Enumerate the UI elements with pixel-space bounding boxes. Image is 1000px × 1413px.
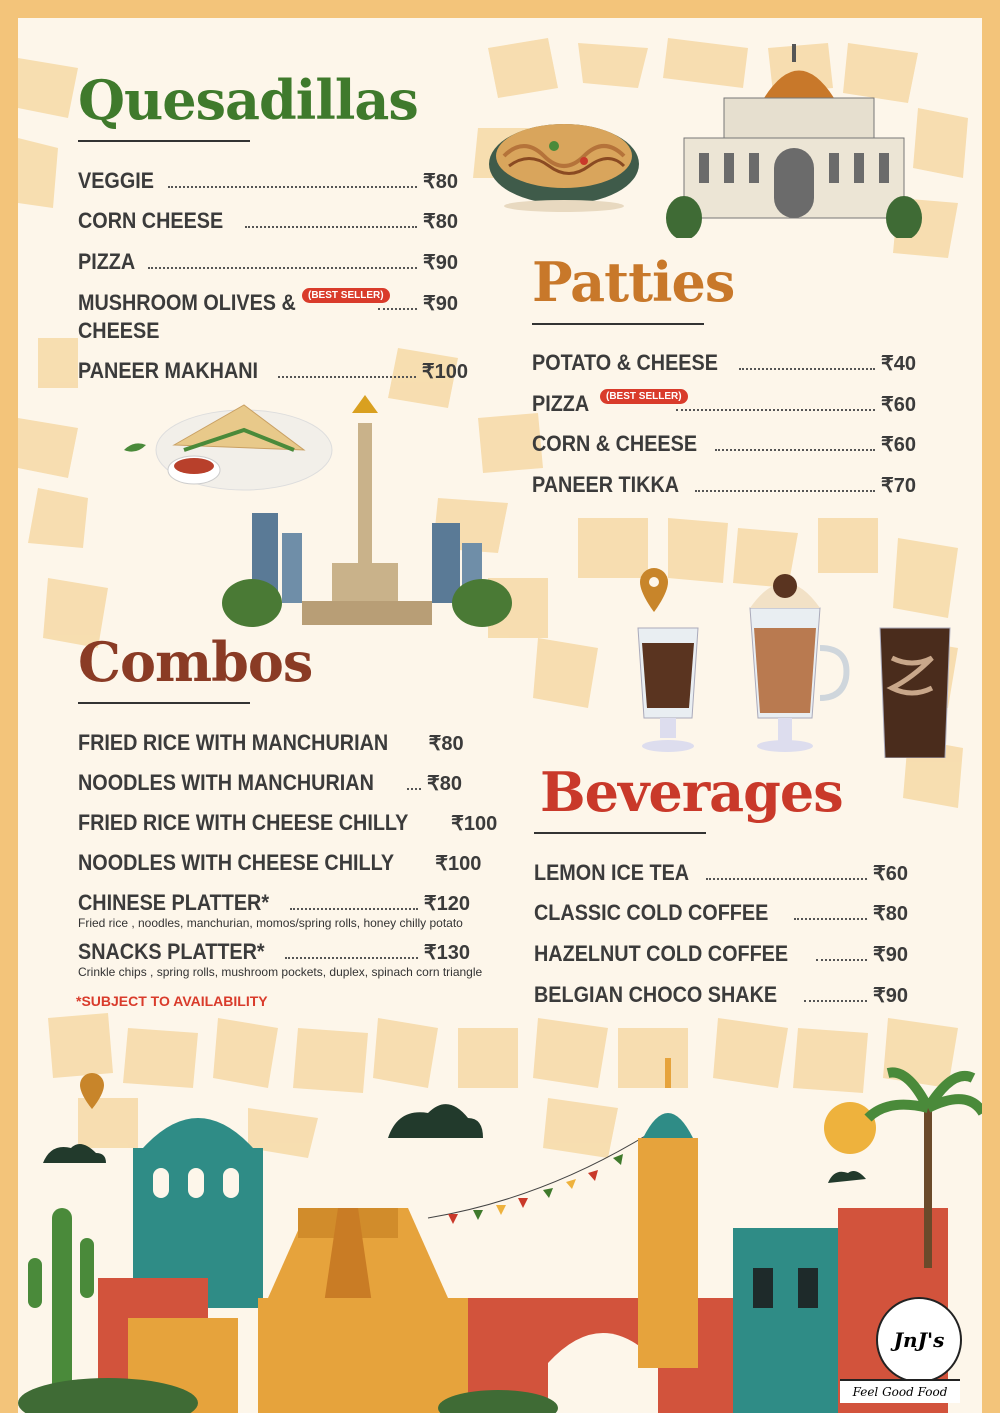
noodles-bowl-icon <box>484 106 654 216</box>
menu-item <box>78 730 462 756</box>
dot-leader <box>285 957 418 959</box>
item-price: ₹130 <box>423 942 470 964</box>
combos-underline <box>78 702 250 704</box>
brand-tagline-text: Feel Good Food <box>852 1385 948 1399</box>
item-name: FRIED RICE WITH MANCHURIAN <box>78 730 389 755</box>
menu-item-continuation <box>78 318 168 344</box>
best-seller-badge: (BEST SELLER) <box>600 389 688 404</box>
patties-underline <box>532 323 704 325</box>
menu-page <box>18 18 982 1413</box>
dot-leader <box>148 267 417 269</box>
menu-item <box>532 391 916 417</box>
item-name: CORN & CHEESE <box>532 431 698 456</box>
dot-leader <box>715 449 875 451</box>
item-name-line2: CHEESE <box>78 318 160 343</box>
dot-leader <box>794 918 867 920</box>
quesadillas-underline <box>78 140 250 142</box>
item-name: PIZZA <box>532 391 590 416</box>
patties-title: Patties <box>532 250 735 314</box>
dot-leader <box>706 878 867 880</box>
menu-item <box>534 982 908 1008</box>
item-price: ₹60 <box>881 394 916 416</box>
item-name: LEMON ICE TEA <box>534 860 690 885</box>
menu-item <box>532 431 916 457</box>
menu-item <box>78 850 482 876</box>
item-name: CORN CHEESE <box>78 208 224 233</box>
item-name: VEGGIE <box>78 168 154 193</box>
dot-leader <box>290 908 418 910</box>
menu-item <box>532 350 916 376</box>
menu-item <box>532 472 916 498</box>
item-name: CLASSIC COLD COFFEE <box>534 900 769 925</box>
dot-leader <box>804 1000 867 1002</box>
item-price: ₹60 <box>881 434 916 456</box>
item-price: ₹90 <box>423 252 458 274</box>
item-price: ₹100 <box>451 813 498 835</box>
dot-leader <box>739 368 875 370</box>
item-name: PANEER MAKHANI <box>78 358 259 383</box>
dot-leader <box>278 376 416 378</box>
dot-leader <box>695 490 875 492</box>
dot-leader <box>168 186 417 188</box>
item-description: Crinkle chips , spring rolls, mushroom pockets, duplex, spinach corn triangle <box>78 965 483 979</box>
item-name: SNACKS PLATTER* <box>78 939 265 964</box>
item-name: BELGIAN CHOCO SHAKE <box>534 982 778 1007</box>
best-seller-badge: (BEST SELLER) <box>302 288 390 303</box>
item-price: ₹80 <box>423 211 458 233</box>
menu-item <box>78 249 458 275</box>
beverages-underline <box>534 832 706 834</box>
item-price: ₹80 <box>423 171 458 193</box>
item-name: PANEER TIKKA <box>532 472 680 497</box>
availability-note: *SUBJECT TO AVAILABILITY <box>76 993 268 1009</box>
item-name: NOODLES WITH CHEESE CHILLY <box>78 850 395 875</box>
item-price: ₹90 <box>423 293 458 315</box>
menu-item <box>534 941 908 967</box>
item-price: ₹80 <box>427 773 462 795</box>
angel-monument-icon <box>222 393 512 633</box>
item-price: ₹90 <box>873 985 908 1007</box>
item-name: MUSHROOM OLIVES & <box>78 290 296 315</box>
item-price: ₹60 <box>873 863 908 885</box>
item-price: ₹40 <box>881 353 916 375</box>
item-price: ₹100 <box>421 361 468 383</box>
menu-item <box>78 810 498 836</box>
item-name: FRIED RICE WITH CHEESE CHILLY <box>78 810 409 835</box>
item-name: POTATO & CHEESE <box>532 350 718 375</box>
skyline-illustration <box>18 1048 982 1413</box>
item-price: ₹100 <box>435 853 482 875</box>
menu-item <box>78 290 458 316</box>
brand-logo <box>876 1297 962 1383</box>
menu-item <box>78 168 458 194</box>
item-name: CHINESE PLATTER* <box>78 890 270 915</box>
menu-item <box>78 890 470 916</box>
item-price: ₹90 <box>873 944 908 966</box>
dot-leader <box>378 308 417 310</box>
quesadillas-title: Quesadillas <box>78 68 418 132</box>
combos-title: Combos <box>78 630 313 694</box>
dot-leader <box>245 226 417 228</box>
menu-item <box>534 900 908 926</box>
beverages-title: Beverages <box>540 760 843 824</box>
menu-item <box>78 770 462 796</box>
item-price: ₹80 <box>428 733 464 755</box>
item-price: ₹70 <box>881 475 916 497</box>
item-price: ₹80 <box>873 903 908 925</box>
dot-leader <box>676 409 875 411</box>
menu-item <box>78 358 468 384</box>
item-name: NOODLES WITH MANCHURIAN <box>78 770 374 795</box>
dot-leader <box>816 959 867 961</box>
brand-tagline <box>840 1379 960 1403</box>
brand-logo-text: JnJ's <box>893 1328 945 1352</box>
palace-icon <box>664 38 924 238</box>
menu-item <box>534 860 908 886</box>
item-name: HAZELNUT COLD COFFEE <box>534 941 789 966</box>
item-price: ₹120 <box>423 893 470 915</box>
menu-item <box>78 208 458 234</box>
menu-item <box>78 939 470 965</box>
item-name: PIZZA <box>78 249 136 274</box>
dot-leader <box>407 788 421 790</box>
item-description: Fried rice , noodles, manchurian, momos/spring rolls, honey chilly potato <box>78 916 463 930</box>
drinks-icon <box>630 568 960 758</box>
